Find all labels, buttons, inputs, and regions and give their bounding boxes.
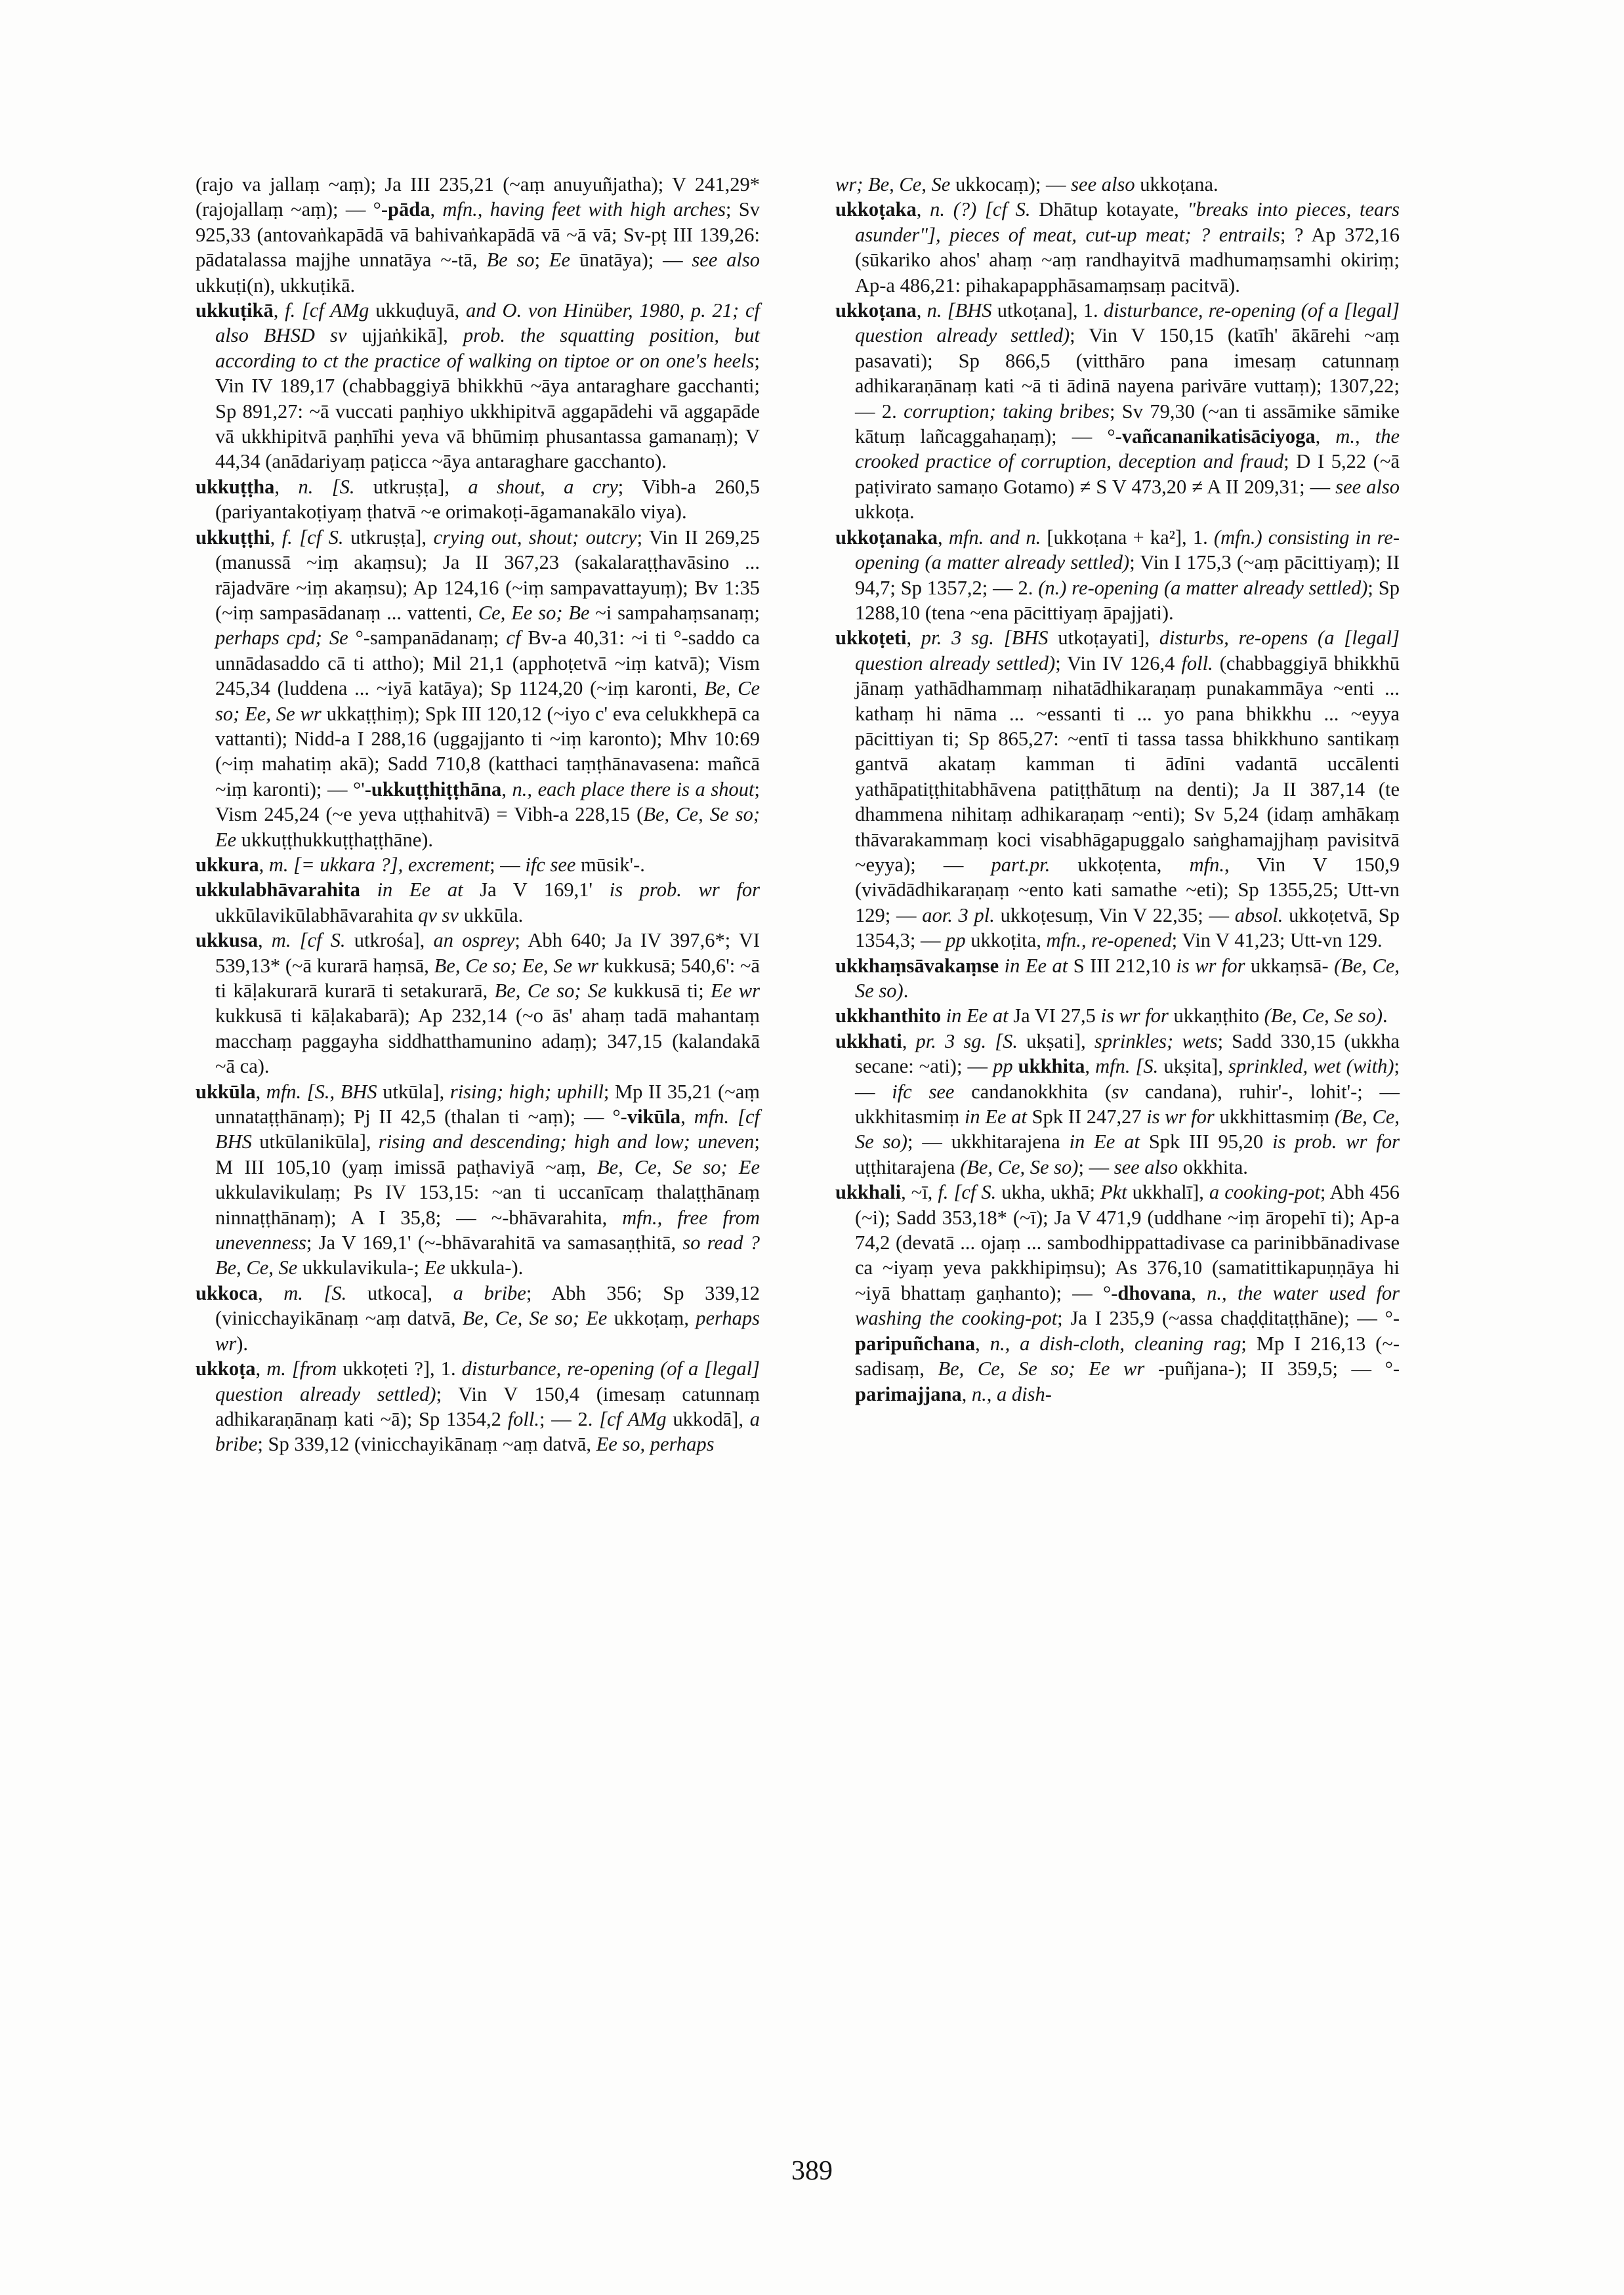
entry-text: ,	[906, 627, 921, 650]
headword: ukkuṭṭha	[196, 475, 275, 498]
entry-text: -puñjana-); II 359,5; — °-	[1144, 1357, 1400, 1380]
gloss-text: is prob. wr for	[1272, 1130, 1400, 1153]
gloss-text: a bribe	[215, 1407, 760, 1456]
entry-text: ; Sv 925,33 (antovaṅkapādā vā bahivaṅkapādā vā ~ā vā; Sv-pṭ III 139,26: pādatalassa majjhe unnatāya ~-tā,	[196, 198, 760, 272]
entry-text: ; — ukkhitarajena	[907, 1130, 1070, 1153]
entry-text: utkruṣṭa],	[343, 526, 434, 548]
headword: ukkuṭikā	[196, 299, 274, 322]
gloss-text: pr. 3 sg. [BHS	[921, 627, 1049, 650]
gloss-text: Be, Ce so; Ee, Se wr	[215, 677, 760, 725]
entry-text: °-sampanādanaṃ;	[348, 627, 507, 650]
gloss-text: in Ee at	[946, 1004, 1009, 1027]
gloss-text: foll.	[507, 1407, 539, 1430]
entry-text: uṭṭhitarajena	[855, 1155, 961, 1178]
entry-text: mūsik'-.	[575, 853, 645, 876]
headword: ukkhali	[835, 1181, 902, 1204]
entry-text: ; Mp I 216,13 (~-sadisaṃ,	[855, 1332, 1400, 1380]
gloss-text: mfn., having feet with high arches	[442, 198, 726, 221]
gloss-text: (Be, Ce, Se so)	[1264, 1004, 1383, 1027]
gloss-text: perhaps wr	[215, 1307, 760, 1355]
headword: ukkoca	[196, 1281, 258, 1304]
entry-text: Bv-a 40,31: ~i ti °-saddo ca unnādasaddo cā ti attho); Mil 21,1 (apphoṭetvā ~iṃ katvā); Vism 245,34 (luddena ... ~iyā katāya); Sp 1124,20 (~iṃ karonti,	[215, 627, 760, 700]
gloss-text: sprinkles; wets	[1094, 1029, 1218, 1052]
entry-text: ; —	[489, 853, 526, 876]
gloss-text: n., each place there is a shout	[512, 777, 755, 800]
gloss-text: pp	[993, 1055, 1013, 1078]
left-column	[196, 172, 760, 1457]
entry-text: S III 212,10	[1068, 954, 1176, 977]
entry-text: ; Sadd 330,15 (ukkha secane: ~ati); —	[855, 1029, 1400, 1078]
headword: ukkulabhāvarahita	[196, 879, 360, 901]
gloss-text: in Ee at	[1069, 1130, 1140, 1153]
headword: ukkhati	[835, 1029, 902, 1052]
entry-text	[941, 1004, 946, 1027]
gloss-text: corruption; taking bribes	[904, 400, 1110, 423]
entry-text: ukṣita],	[1158, 1055, 1229, 1078]
entry-text: ukkūlavikūlabhāvarahita	[215, 903, 419, 926]
gloss-text: Be, Ce, Se so; Ee	[215, 803, 760, 851]
gloss-text: m. [= ukkara ?], excrement	[268, 853, 490, 876]
entry-text: kukkusā ti;	[606, 980, 711, 1002]
dictionary-entry	[835, 1003, 1400, 1028]
entry-text: ukkulavikula-;	[297, 1256, 425, 1279]
entry-text: ; Vin II 269,25 (manussā ~iṃ akaṃsu); Ja II 367,23 (sakalaraṭṭhavāsino ... rājadvāre ~iṃ akaṃsu); Ap 124,16 (~iṃ sampavattayuṃ); Bv 1:35 (~iṃ sampasādanaṃ ... vattenti,	[215, 526, 760, 624]
gloss-text: n. [BHS	[927, 299, 992, 322]
gloss-text: cf	[506, 627, 521, 650]
entry-text: (rajo va jallaṃ ~aṃ); Ja III 235,21 (~aṃ anuyuñjatha); V 241,29* (rajojallaṃ ~aṃ); — °-	[196, 173, 760, 221]
entry-text: ukkocaṃ); —	[950, 173, 1072, 196]
gloss-text: mfn. [S., BHS	[266, 1080, 377, 1103]
gloss-text: and O. von Hinüber, 1980, p. 21; cf also BHSD sv	[215, 299, 760, 347]
entry-text: Dhātup kotayate,	[1030, 198, 1188, 221]
gloss-text: n. (?) [cf S.	[930, 198, 1031, 221]
gloss-text: n. [S.	[298, 475, 355, 498]
entry-text: (chabbaggiyā bhikkhū jānaṃ yathādhammaṃ nihatādhikaraṇaṃ punakammāya ~enti ... kathaṃ hi nāma ... ~essanti ti ... yo pana bhikkhu ... ~eyya pācittiyan ti; Sp 865,27: ~entī ti tassa tassa bhikkhuno santikaṃ gantvā akataṃ kamman ti ādīni vadantā uccālenti yathāpatiṭṭhitabhāvena patiṭṭhātuṃ na denti); Ja II 387,14 (te dhammena nihitaṃ adhikaraṇaṃ ~enti); Sv 5,24 (idaṃ amhākaṃ thāvarakammaṃ koci visabhāgapuggalo saṅghamajjhaṃ pavisitvā ~eyya); —	[855, 651, 1400, 876]
gloss-text: prob. the squatting position, but according to ct the practice of walking on tiptoe or on one's heels	[215, 324, 760, 372]
gloss-text: Ee	[424, 1256, 446, 1279]
entry-text: utkoca],	[346, 1281, 453, 1304]
entry-text: ,	[257, 1281, 284, 1304]
entry-text: ; Vin IV 126,4	[1055, 651, 1182, 674]
gloss-text: mfn. [S.	[1095, 1055, 1159, 1078]
entry-text: Spk II 247,27	[1026, 1106, 1147, 1128]
gloss-text: part.pr.	[991, 853, 1051, 876]
gloss-text: disturbs, re-opens (a [legal] question already settled)	[855, 627, 1400, 674]
entry-text: ,	[961, 1382, 972, 1405]
headword: vañcananikatisāciyoga	[1121, 425, 1316, 448]
gloss-text: so read ? Be, Ce, Se	[215, 1231, 760, 1279]
dictionary-entry	[196, 928, 760, 1079]
gloss-text: n., a dish-cloth, cleaning rag	[989, 1332, 1241, 1355]
dictionary-entry	[835, 298, 1400, 525]
gloss-text: Ee wr	[711, 980, 760, 1002]
entry-text: ,	[255, 1080, 266, 1103]
entry-text: utkoṭana], 1.	[991, 299, 1104, 322]
gloss-text: sv	[1111, 1080, 1129, 1103]
entry-text: ukkoṭenta,	[1050, 853, 1190, 876]
entry-text: ,	[1085, 1055, 1096, 1078]
dictionary-entry	[196, 877, 760, 928]
entry-text	[1013, 1055, 1018, 1077]
gloss-text: a cooking-pot	[1209, 1181, 1320, 1204]
gloss-text: ifc see	[525, 853, 576, 876]
entry-text: .	[903, 980, 909, 1002]
gloss-text: an osprey	[433, 929, 515, 952]
entry-text: ukha, ukhā;	[996, 1181, 1100, 1204]
gloss-text: see also	[692, 249, 760, 272]
entry-text: ; Ja I 235,9 (~assa chaḍḍitaṭṭhāne); — °-	[1057, 1307, 1400, 1330]
entry-text: ūnatāya); —	[570, 249, 692, 272]
entry-text: ; Abh 640; Ja IV 397,6*; VI 539,13* (~ā kurarā haṃsā,	[215, 929, 760, 977]
entry-text: ; Vism 245,24 (~e yeva uṭṭhahitvā) = Vibh-a 228,15 (	[215, 777, 760, 826]
gloss-text: (Be, Ce, Se so)	[960, 1155, 1079, 1178]
gloss-text: rising and descending; high and low; uneven	[378, 1130, 755, 1153]
gloss-text: Be, Ce, Se so; Ee	[462, 1307, 608, 1330]
entry-text: ; Abh 356; Sp 339,12 (vinicchayikānaṃ ~aṃ datvā,	[215, 1281, 760, 1330]
gloss-text: a shout, a cry	[468, 475, 618, 498]
entry-text: ukkaṃsā-	[1245, 954, 1335, 977]
gloss-text: Be, Ce so; Ee, Se wr	[434, 954, 599, 977]
entry-text: ; — 2.	[539, 1407, 600, 1430]
entry-text: ; —	[1078, 1155, 1114, 1178]
dictionary-entry	[196, 298, 760, 474]
entry-text: ,	[270, 526, 282, 548]
gloss-text: mfn., re-opened	[1046, 929, 1172, 952]
gloss-text: see also	[1071, 173, 1135, 196]
gloss-text: foll.	[1181, 651, 1213, 674]
gloss-text: qv sv	[418, 903, 459, 926]
entry-continuation	[196, 172, 760, 298]
dictionary-entry	[196, 525, 760, 852]
gloss-text: disturbance, re-opening (of a [legal] question already settled)	[855, 299, 1400, 347]
gloss-text: disturbance, re-opening (of a [legal] question already settled)	[215, 1357, 760, 1405]
gloss-text: m. [cf S.	[271, 929, 346, 952]
entry-text: ; Sp 339,12 (vinicchayikānaṃ ~aṃ datvā,	[257, 1433, 596, 1456]
gloss-text: absol.	[1234, 903, 1283, 926]
dictionary-entry	[835, 625, 1400, 953]
gloss-text: "breaks into pieces, tears asunder"], pieces of meat, cut-up meat; ? entrails	[855, 198, 1400, 246]
entry-text: ;	[534, 249, 549, 272]
gloss-text: rising; high; uphill	[449, 1080, 604, 1103]
entry-text: .	[1383, 1004, 1388, 1027]
entry-text: ,	[937, 526, 949, 548]
entry-text: ).	[236, 1332, 249, 1355]
entry-text: ukkoṭesuṃ, Vin V 22,35; —	[994, 903, 1235, 926]
gloss-text: mfn. and n.	[948, 526, 1041, 548]
dictionary-entry	[196, 1079, 760, 1281]
entry-text: ,	[273, 299, 285, 322]
entry-text: ; D I 5,22 (~ā paṭivirato samaṇo Gotamo) ≠ S V 473,20 ≠ A II 209,31; —	[855, 450, 1400, 498]
entry-text: , Vin V 150,9 (vivādādhikaraṇaṃ ~ento kati samathe ~eti); Sp 1355,25; Utt-vn 129; —	[855, 853, 1400, 926]
right-column	[835, 172, 1400, 1407]
gloss-text: wr; Be, Ce, Se	[835, 173, 951, 196]
entry-text: ukkulavikulaṃ; Ps IV 153,15: ~an ti uccanīcaṃ thalaṭṭhānaṃ ninnaṭṭhānaṃ); A I 35,8; — ~-bhāvarahita,	[215, 1181, 760, 1229]
entry-text: ,	[916, 299, 927, 322]
gloss-text: Ee	[549, 249, 571, 272]
entry-text: candanokkhita (	[954, 1080, 1112, 1103]
gloss-text: (Be, Ce, Se so)	[855, 954, 1400, 1002]
entry-text: ukkoṭita,	[965, 929, 1047, 952]
gloss-text: Be, Ce, Se so; Ee wr	[938, 1357, 1145, 1380]
entry-text: ukkoṭaṃ,	[607, 1307, 696, 1330]
dictionary-entry	[835, 1029, 1400, 1180]
entry-text: Ja V 169,1'	[463, 879, 610, 901]
entry-text: Spk III 95,20	[1139, 1130, 1273, 1153]
entry-text: ukkodā],	[666, 1407, 750, 1430]
headword: pāda	[388, 198, 430, 221]
gloss-text: (n.) re-opening (a matter already settled)	[1038, 576, 1368, 599]
gloss-text: (mfn.) consisting in re-opening (a matter already settled)	[855, 526, 1400, 574]
gloss-text: ifc see	[892, 1080, 955, 1103]
gloss-text: is wr for	[1100, 1004, 1169, 1027]
entry-text: ,	[501, 777, 512, 800]
entry-text: ,	[916, 198, 930, 221]
gloss-text: a bribe	[453, 1281, 526, 1304]
entry-text: ; Vin IV 189,17 (chabbaggiyā bhikkhū ~āya antaraghare gacchanti; Sp 891,27: ~ā vuccati paṇhiyo ukkhipitvā aggapādehi vā aggapāde vā ukkhipitvā paṇhīhi yeva vā bhūmiṃ phusantassa gamanaṃ); V 44,34 (anādariyaṃ paṭicca ~āya antaraghare gacchanto).	[215, 349, 760, 473]
entry-text: ukkhalī],	[1127, 1181, 1209, 1204]
entry-text: utkrośa],	[345, 929, 434, 952]
entry-text: ; Mp II 35,21 (~aṃ unnataṭṭhānaṃ); Pj II 42,5 (thalan ti ~aṃ); — °-	[215, 1080, 760, 1128]
gloss-text: aor. 3 pl.	[922, 903, 995, 926]
gloss-text: is wr for	[1176, 954, 1245, 977]
entry-text: ukkuṭi(n), ukkuṭikā.	[196, 274, 356, 297]
entry-text: ,	[257, 929, 272, 952]
gloss-text: sprinkled, wet (with)	[1228, 1055, 1394, 1078]
headword: vikūla	[627, 1106, 681, 1128]
entry-text: ,	[255, 1357, 267, 1380]
headword: ukkusa	[196, 929, 258, 952]
gloss-text: in Ee at	[377, 879, 463, 901]
entry-text: ,	[680, 1106, 694, 1128]
gloss-text: see also	[1335, 475, 1400, 498]
headword: ukkuṭṭhiṭṭhāna	[371, 777, 502, 800]
gloss-text: mfn., free from unevenness	[215, 1206, 760, 1254]
entry-text: utkruṣṭa],	[354, 475, 468, 498]
entry-text: ukkhittasmiṃ	[1214, 1106, 1335, 1128]
entry-text: ukkula-).	[445, 1256, 524, 1279]
entry-text: ; Vin V 150,15 (katīh' ākārehi ~aṃ pasavati); Sp 866,5 (vitthāro pana imesaṃ catunnaṃ adhikaraṇānaṃ kati ~ā ti ādinā nayena parivāre vuttaṃ); 1307,22; — 2.	[855, 324, 1400, 423]
entry-text	[360, 879, 377, 901]
entry-text: ; Ja V 169,1' (~-bhāvarahitā va samasaṇṭhitā,	[306, 1231, 683, 1254]
entry-text: utkūlanikūla],	[251, 1130, 379, 1153]
headword: ukkoṭaka	[835, 198, 917, 221]
headword: ukkura	[196, 853, 259, 876]
gloss-text: see also	[1114, 1155, 1178, 1178]
gloss-text: (Be, Ce, Se so)	[855, 1106, 1400, 1153]
gloss-text: is wr for	[1146, 1106, 1215, 1128]
entry-text: utkoṭayati],	[1048, 627, 1159, 650]
gloss-text: Be so	[486, 249, 535, 272]
entry-text: ukkoṭeti ?], 1.	[337, 1357, 462, 1380]
headword: ukkoṭana	[835, 299, 917, 322]
entry-text: ukkoṭa.	[855, 501, 915, 524]
entry-text: ,	[902, 1029, 916, 1052]
gloss-text: f. [cf AMg	[285, 299, 369, 322]
gloss-text: Ce, Ee so; Be	[478, 601, 590, 624]
entry-text: ; ? Ap 372,16 (sūkariko ahos' ahaṃ ~aṃ randhayitvā madhumaṃsamhi okiriṃ; Ap-a 486,21: pihakapapphāsamaṃsaṃ pacitvā).	[855, 223, 1400, 297]
entry-text: , ~ī,	[901, 1181, 938, 1204]
headword: dhovana	[1117, 1281, 1192, 1304]
entry-text: ,	[274, 475, 299, 498]
entry-text: ukkoṭana.	[1135, 173, 1218, 196]
entry-text: ,	[259, 853, 269, 876]
entry-text: ; Vin V 150,4 (imesaṃ catunnaṃ adhikaraṇānaṃ kati ~ā); Sp 1354,2	[215, 1382, 760, 1430]
entry-text: ,	[1315, 425, 1336, 448]
dictionary-entry	[196, 1281, 760, 1356]
entry-text: ukkūla.	[458, 903, 524, 926]
gloss-text: is prob. wr for	[609, 879, 760, 901]
entry-text: ujjaṅkikā],	[346, 324, 463, 347]
gloss-text: n., the water used for washing the cooking-pot	[855, 1281, 1400, 1330]
dictionary-entry	[196, 474, 760, 525]
gloss-text: mfn. [cf BHS	[215, 1106, 760, 1153]
entry-text: ukṣati],	[1018, 1029, 1094, 1052]
dictionary-entry	[835, 953, 1400, 1004]
entry-text: ; Vibh-a 260,5 (pariyantakoṭiyaṃ ṭhatvā ~e orimakoṭi-āgamanakālo viya).	[215, 475, 760, 524]
entry-text: kukkusā ti kāḷakabarā); Ap 232,14 (~o ās' ahaṃ tadā mahantaṃ macchaṃ paggayha siddhatthamunino adaṃ); 347,15 (kalandakā ~ā ca).	[215, 1004, 760, 1078]
entry-text: ukkuṭṭhukkuṭṭhaṭṭhāne).	[236, 828, 434, 851]
dictionary-entry	[835, 1180, 1400, 1407]
entry-text: okkhita.	[1178, 1155, 1248, 1178]
entry-text	[999, 955, 1004, 977]
entry-text: kukkusā; 540,6': ~ā ti kāḷakurarā kurarā ti setakurarā,	[215, 954, 760, 1002]
gloss-text: n., a dish-	[971, 1382, 1052, 1405]
gloss-text: m. [from	[266, 1357, 337, 1380]
entry-text: ; Sp 1288,10 (tena ~ena pācittiyaṃ āpajjati).	[855, 576, 1400, 624]
gloss-text: f. [cf S.	[938, 1181, 997, 1204]
entry-text: ukkaṭṭhiṃ); Spk III 120,12 (~iyo c' eva celukkhepā ca vattanti); Nidd-a I 288,16 (uggajjanto ti ~iṃ karonto); Mhv 10:69 (~iṃ mahatiṃ akā); Sadd 710,8 (katthaci taṃṭhānavasena: mañcā ~iṃ karonti); — °'-	[215, 702, 760, 800]
headword: ukkuṭṭhi	[196, 526, 270, 548]
entry-text: utkūla],	[377, 1080, 450, 1103]
gloss-text: crying out, shout; outcry	[433, 526, 637, 548]
gloss-text: Be, Ce so; Se	[494, 980, 607, 1002]
gloss-text: m., the crooked practice of corruption, deception and fraud	[855, 425, 1400, 473]
entry-text: ,	[430, 198, 443, 221]
page-number: 389	[791, 2156, 833, 2186]
entry-continuation	[835, 172, 1400, 197]
dictionary-entry	[835, 525, 1400, 626]
gloss-text: Be, Ce, Se so; Ee	[596, 1155, 760, 1178]
entry-text: ; —	[855, 1055, 1400, 1103]
entry-text: candana), ruhir'-, lohit'-; — ukkhitasmiṃ	[855, 1080, 1400, 1128]
dictionary-entry	[196, 1356, 760, 1457]
entry-text: ukkaṇṭhito	[1168, 1004, 1264, 1027]
gloss-text: mfn.	[1189, 853, 1224, 876]
entry-text: ~i sampahaṃsanaṃ;	[589, 601, 760, 624]
entry-text: ; Sv 79,30 (~an ti assāmike sāmike kātuṃ lañcaggahaṇaṃ); — °-	[855, 400, 1400, 448]
entry-text: ,	[1191, 1281, 1207, 1304]
entry-text: ; Abh 456 (~i); Sadd 353,18* (~ī); Ja V 471,9 (uddhane ~iṃ āropehī ti); Ap-a 74,2 (devatā ... ojaṃ ... sambodhippattadivase ca parinibbānadivase ca ~iyaṃ yeva pakkhipiṃsu); As 376,10 (samatittikapuṇṇāya hi ~iyā bhattaṃ gaṇhanto); — °-	[855, 1181, 1400, 1304]
entry-text: ,	[975, 1332, 990, 1355]
entry-text: ; M III 105,10 (yaṃ imissā paṭhaviyā ~aṃ,	[215, 1130, 760, 1178]
gloss-text: pr. 3 sg. [S.	[915, 1029, 1018, 1052]
dictionary-entry	[196, 852, 760, 877]
headword: ukkhanthito	[835, 1004, 942, 1027]
headword: ukkoṭanaka	[835, 526, 938, 548]
headword: ukkhita	[1018, 1055, 1085, 1078]
entry-text: Ja VI 27,5	[1008, 1004, 1101, 1027]
entry-text: ; Vin V 41,23; Utt-vn 129.	[1171, 929, 1383, 952]
gloss-text: perhaps cpd; Se	[215, 627, 348, 650]
headword: ukkoṭeti	[835, 627, 907, 650]
gloss-text: pp	[946, 929, 966, 952]
gloss-text: in Ee at	[1004, 954, 1068, 977]
entry-text: ; Vin I 175,3 (~aṃ pācittiyaṃ); II 94,7; Sp 1357,2; — 2.	[855, 551, 1400, 599]
gloss-text: in Ee at	[964, 1106, 1027, 1128]
headword: parimajjana	[855, 1382, 962, 1405]
gloss-text: f. [cf S.	[281, 526, 344, 548]
gloss-text: Pkt	[1100, 1181, 1127, 1204]
headword: ukkhaṃsāvakaṃse	[835, 954, 999, 977]
entry-text: ukkuḍuyā,	[369, 299, 466, 322]
entry-text: ukkoṭetvā, Sp 1354,3; —	[855, 903, 1400, 952]
headword: paripuñchana	[855, 1332, 976, 1355]
dictionary-entry	[835, 197, 1400, 298]
gloss-text: Ee so, perhaps	[596, 1433, 715, 1456]
gloss-text: [cf AMg	[599, 1407, 667, 1430]
entry-text: [ukkoṭana + ka²], 1.	[1041, 526, 1214, 548]
gloss-text: m. [S.	[283, 1281, 347, 1304]
headword: ukkūla	[196, 1080, 256, 1103]
headword: ukkoṭa	[196, 1357, 256, 1380]
